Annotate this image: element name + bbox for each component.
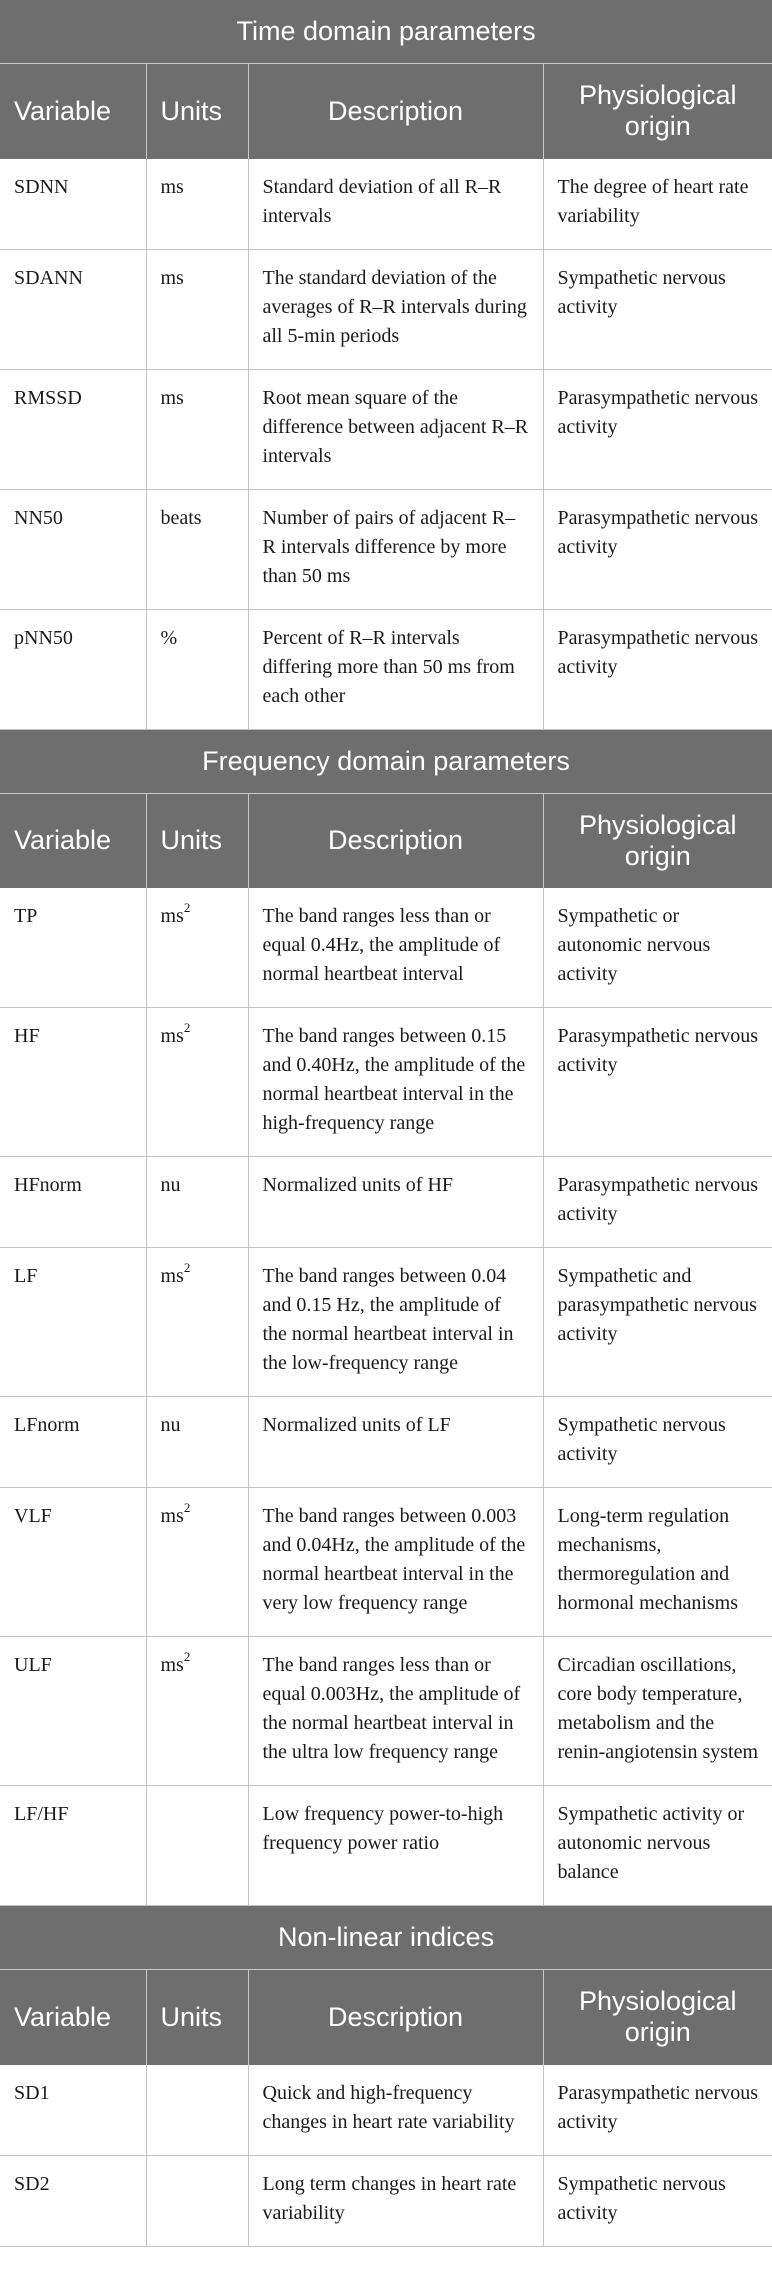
column-header-row (0, 64, 772, 159)
cell-variable: SD2 (0, 2155, 146, 2246)
cell-variable: SDANN (0, 249, 146, 369)
cell-origin: Sympathetic and parasympathetic nervous activity (543, 1248, 772, 1397)
header-variable: Variable (0, 793, 146, 888)
cell-origin: Circadian oscillations, core body temperature, metabolism and the renin-angiotensin system (543, 1637, 772, 1786)
header-units: Units (146, 1970, 248, 2065)
cell-units (146, 1157, 248, 1248)
cell-units (146, 369, 248, 489)
cell-description: Root mean square of the difference between adjacent R–R intervals (248, 369, 543, 489)
units-superscript: 2 (183, 1260, 191, 1276)
cell-variable: VLF (0, 1488, 146, 1637)
header-variable: Variable (0, 1970, 146, 2065)
cell-units (146, 1008, 248, 1157)
cell-description: Standard deviation of all R–R intervals (248, 159, 543, 250)
table-row (0, 249, 772, 369)
units-text: ms (160, 266, 184, 289)
table-row (0, 1397, 772, 1488)
cell-origin: Sympathetic nervous activity (543, 249, 772, 369)
cell-origin: The degree of heart rate variability (543, 159, 772, 250)
cell-description: Number of pairs of adjacent R–R intervals difference by more than 50 ms (248, 489, 543, 609)
units-superscript: 2 (183, 900, 191, 916)
header-description: Description (248, 793, 543, 888)
section-title: Frequency domain parameters (0, 729, 772, 793)
cell-origin: Parasympathetic nervous activity (543, 1157, 772, 1248)
cell-variable: TP (0, 888, 146, 1008)
header-origin (543, 793, 772, 888)
cell-variable: HFnorm (0, 1157, 146, 1248)
cell-variable: pNN50 (0, 609, 146, 729)
cell-units (146, 1397, 248, 1488)
units-superscript: 2 (183, 1500, 191, 1516)
cell-description: Percent of R–R intervals differing more than 50 ms from each other (248, 609, 543, 729)
header-origin (543, 64, 772, 159)
section-title: Time domain parameters (0, 0, 772, 64)
table-row (0, 2065, 772, 2156)
units-text: beats (160, 506, 202, 529)
table-row (0, 1786, 772, 1906)
section-title-row (0, 1906, 772, 1970)
cell-origin: Long-term regulation mechanisms, thermoregulation and hormonal mechanisms (543, 1488, 772, 1637)
cell-variable: SDNN (0, 159, 146, 250)
units-superscript: 2 (183, 1020, 191, 1036)
cell-description: The band ranges between 0.15 and 0.40Hz, the amplitude of the normal heartbeat interval in the high-frequency range (248, 1008, 543, 1157)
header-description: Description (248, 1970, 543, 2065)
cell-variable: LF/HF (0, 1786, 146, 1906)
cell-origin: Sympathetic nervous activity (543, 1397, 772, 1488)
header-origin-line1: Physiological (578, 1986, 737, 2017)
units-text: nu (160, 1174, 181, 1196)
table-row (0, 1637, 772, 1786)
cell-variable: LFnorm (0, 1397, 146, 1488)
cell-description: Quick and high-frequency changes in heart rate variability (248, 2065, 543, 2156)
column-header-row (0, 793, 772, 888)
cell-units (146, 609, 248, 729)
cell-units (146, 1637, 248, 1786)
cell-variable: SD1 (0, 2065, 146, 2156)
cell-origin: Parasympathetic nervous activity (543, 609, 772, 729)
section-title-row (0, 729, 772, 793)
header-origin-line1: Physiological (578, 809, 737, 840)
table-row (0, 159, 772, 250)
units-text: ms (160, 1025, 184, 1047)
cell-description: The standard deviation of the averages of R–R intervals during all 5-min periods (248, 249, 543, 369)
cell-units (146, 2155, 248, 2246)
units-text: ms (160, 1505, 184, 1527)
cell-units (146, 1488, 248, 1637)
units-superscript: 2 (183, 1649, 191, 1665)
cell-variable: RMSSD (0, 369, 146, 489)
cell-variable: ULF (0, 1637, 146, 1786)
table-row (0, 1488, 772, 1637)
units-text: ms (160, 1654, 184, 1676)
table-row (0, 888, 772, 1008)
table-row (0, 489, 772, 609)
cell-description: The band ranges less than or equal 0.003Hz, the amplitude of the normal heartbeat interval in the ultra low frequency range (248, 1637, 543, 1786)
cell-units (146, 1248, 248, 1397)
header-origin-line2: origin (624, 2017, 691, 2048)
cell-description: The band ranges between 0.04 and 0.15 Hz, the amplitude of the normal heartbeat interval in the low-frequency range (248, 1248, 543, 1397)
units-text: ms (160, 905, 184, 927)
units-text: ms (160, 175, 184, 198)
cell-description: The band ranges less than or equal 0.4Hz, the amplitude of normal heartbeat interval (248, 888, 543, 1008)
cell-origin: Parasympathetic nervous activity (543, 369, 772, 489)
cell-variable: LF (0, 1248, 146, 1397)
header-units: Units (146, 64, 248, 159)
cell-units (146, 489, 248, 609)
header-origin (543, 1970, 772, 2065)
cell-origin: Sympathetic or autonomic nervous activity (543, 888, 772, 1008)
cell-description: Long term changes in heart rate variability (248, 2155, 543, 2246)
cell-description: Low frequency power-to-high frequency power ratio (248, 1786, 543, 1906)
cell-origin: Parasympathetic nervous activity (543, 1008, 772, 1157)
cell-origin: Sympathetic activity or autonomic nervous balance (543, 1786, 772, 1906)
cell-units (146, 2065, 248, 2156)
cell-variable: NN50 (0, 489, 146, 609)
header-origin-line2: origin (624, 840, 691, 871)
section-title-row (0, 0, 772, 64)
header-origin-line1: Physiological (578, 80, 737, 111)
units-text: nu (160, 1414, 181, 1436)
table-row (0, 369, 772, 489)
table-row (0, 1248, 772, 1397)
cell-variable: HF (0, 1008, 146, 1157)
header-origin-line2: origin (624, 111, 691, 142)
units-text: ms (160, 386, 184, 409)
header-units: Units (146, 793, 248, 888)
cell-origin: Sympathetic nervous activity (543, 2155, 772, 2246)
cell-origin: Parasympathetic nervous activity (543, 489, 772, 609)
header-variable: Variable (0, 64, 146, 159)
cell-units (146, 249, 248, 369)
table-row (0, 609, 772, 729)
cell-units (146, 159, 248, 250)
units-text: % (160, 626, 178, 649)
table-row (0, 1157, 772, 1248)
cell-origin: Parasympathetic nervous activity (543, 2065, 772, 2156)
table-row (0, 1008, 772, 1157)
section-title: Non-linear indices (0, 1906, 772, 1970)
cell-description: Normalized units of LF (248, 1397, 543, 1488)
cell-units (146, 888, 248, 1008)
cell-description: The band ranges between 0.003 and 0.04Hz, the amplitude of the normal heartbeat interval in the very low frequency range (248, 1488, 543, 1637)
cell-units (146, 1786, 248, 1906)
cell-description: Normalized units of HF (248, 1157, 543, 1248)
table-row (0, 2155, 772, 2246)
header-description: Description (248, 64, 543, 159)
column-header-row (0, 1970, 772, 2065)
units-text: ms (160, 1265, 184, 1287)
